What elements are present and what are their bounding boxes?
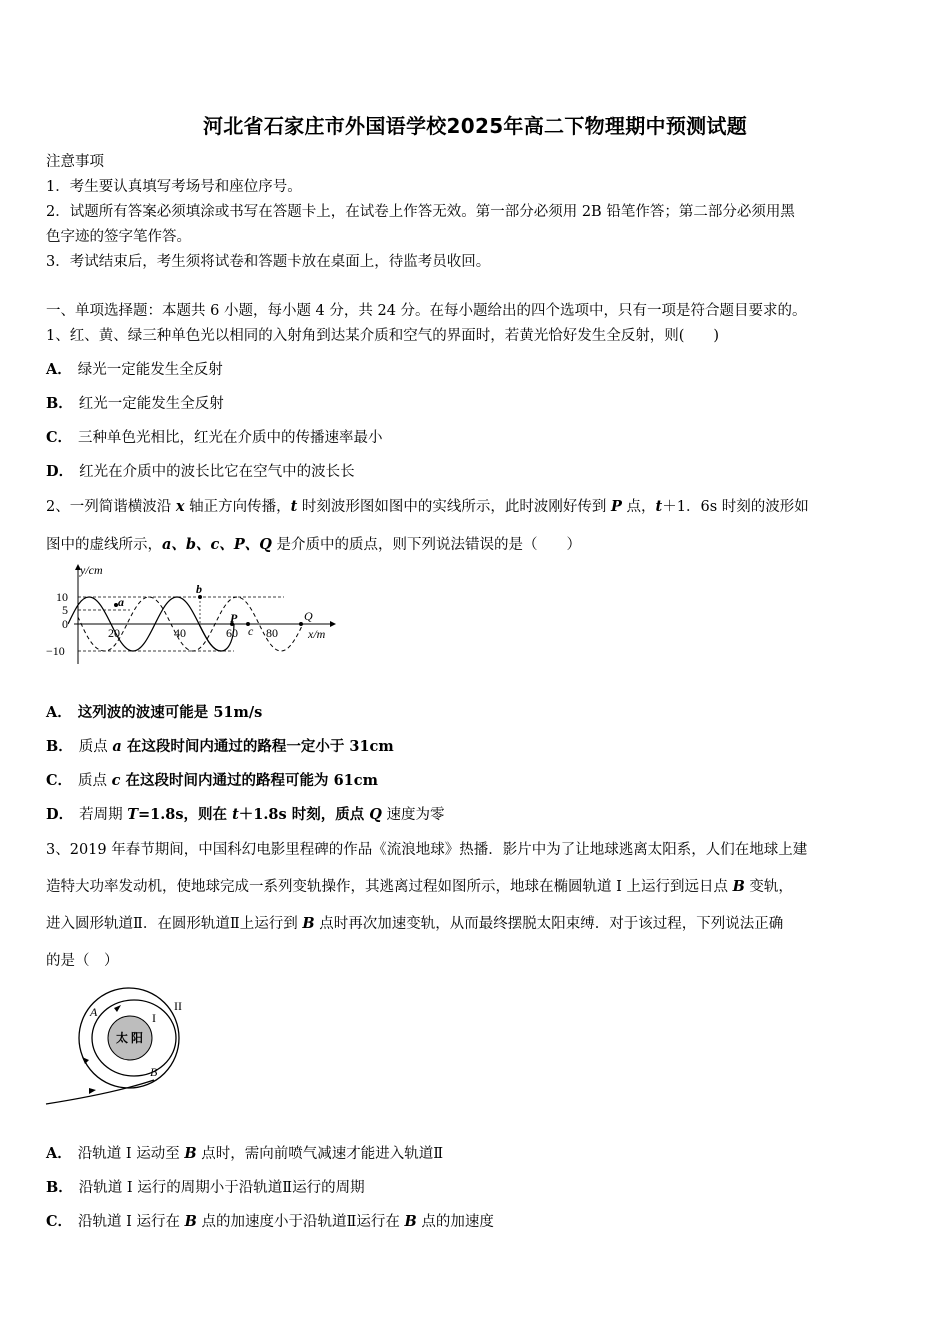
q3-option-c: C． 沿轨道 I 运行在 B 点的加速度小于沿轨道Ⅱ运行在 B 点的加速度 <box>46 1213 494 1230</box>
q1-option-d: D． 红光在介质中的波长比它在空气中的波长长 <box>46 463 355 480</box>
point-a-label: A <box>90 1005 98 1019</box>
escape-path <box>46 1080 154 1104</box>
section-heading: 一、单项选择题：本题共 6 小题，每小题 4 分，共 24 分。在每小题给出的四个选项中，只有一项是符合题目要求的。 <box>46 303 807 319</box>
q1-option-a: A． 绿光一定能发生全反射 <box>46 361 223 378</box>
q1-option-b: B． 红光一定能发生全反射 <box>46 395 224 412</box>
point-b-label: B <box>150 1065 158 1079</box>
point-p: P <box>230 611 238 625</box>
question-3-stem-cont: 进入圆形轨道Ⅱ．在圆形轨道Ⅱ上运行到 B 点时再次加速变轨，从而最终摆脱太阳束缚．对于该过程，下列说法正确 <box>46 915 784 932</box>
question-2-stem: 2、一列简谐横波沿 x 轴正方向传播，t 时刻波形图如图中的实线所示，此时波刚好传到 P 点，t＋1．6s 时刻的波形如 <box>46 498 809 515</box>
page-title: 河北省石家庄市外国语学校2025年高二下物理期中预测试题 <box>202 114 748 138</box>
orbit-diagram <box>44 986 214 1111</box>
notice-item: 色字迹的签字笔作答。 <box>46 229 191 245</box>
q2-option-d: D． 若周期 T=1.8s，则在 t＋1.8s 时刻，质点 Q 速度为零 <box>46 806 445 823</box>
q2-option-c: C． 质点 c 在这段时间内通过的路程可能为 61cm <box>46 772 378 789</box>
q3-option-a: A． 沿轨道 I 运动至 B 点时，需向前喷气减速才能进入轨道Ⅱ <box>46 1145 444 1162</box>
point-a: a <box>118 595 124 609</box>
notice-item: 1．考生要认真填写考场号和座位序号。 <box>46 179 302 195</box>
question-3-stem: 3、2019 年春节期间，中国科幻电影里程碑的作品《流浪地球》热播．影片中为了让地球逃离太阳系，人们在地球上建 <box>46 842 808 858</box>
question-3-stem-cont: 的是（ ） <box>46 953 119 969</box>
point-b: b <box>196 582 202 596</box>
x-tick: 40 <box>174 626 186 640</box>
point-c: c <box>248 624 254 638</box>
q1-option-c: C． 三种单色光相比，红光在介质中的传播速率最小 <box>46 429 383 446</box>
x-tick: 20 <box>108 626 120 640</box>
y-tick: 10 <box>56 590 68 604</box>
q3-option-b: B． 沿轨道 I 运行的周期小于沿轨道Ⅱ运行的周期 <box>46 1179 365 1196</box>
x-tick: 80 <box>266 626 278 640</box>
wave-graph <box>44 562 344 672</box>
y-tick: 5 <box>62 603 68 617</box>
q2-option-b: B． 质点 a 在这段时间内通过的路程一定小于 31cm <box>46 738 394 755</box>
x-axis-label: x/m <box>308 627 326 641</box>
notice-item: 2．试题所有答案必须填涂或书写在答题卡上，在试卷上作答无效。第一部分必须用 2B 铅笔作答；第二部分必须用黑 <box>46 204 795 220</box>
q2-option-a: A． 这列波的波速可能是 51m/s <box>46 704 263 721</box>
x-tick: 60 <box>226 626 238 640</box>
sun-label: 太 阳 <box>116 1031 144 1045</box>
notice-heading: 注意事项 <box>46 154 104 170</box>
point-q: Q <box>304 609 313 623</box>
question-2-stem-cont: 图中的虚线所示，a、b、c、P、Q 是介质中的质点，则下列说法错误的是（ ） <box>46 536 582 553</box>
question-3-stem-cont: 造特大功率发动机，使地球完成一系列变轨操作，其逃离过程如图所示，地球在椭圆轨道 I 上运行到远日点 B 变轨， <box>46 878 793 895</box>
question-1-stem: 1、红、黄、绿三种单色光以相同的入射角到达某介质和空气的界面时，若黄光恰好发生全反射，则( ) <box>46 328 720 344</box>
y-tick: 0 <box>62 617 68 631</box>
y-tick: −10 <box>46 644 65 658</box>
orbit-2-label: II <box>174 999 182 1013</box>
notice-item: 3．考试结束后，考生须将试卷和答题卡放在桌面上，待监考员收回。 <box>46 254 491 270</box>
orbit-1-label: I <box>152 1011 156 1025</box>
y-axis-label: y/cm <box>80 563 103 577</box>
